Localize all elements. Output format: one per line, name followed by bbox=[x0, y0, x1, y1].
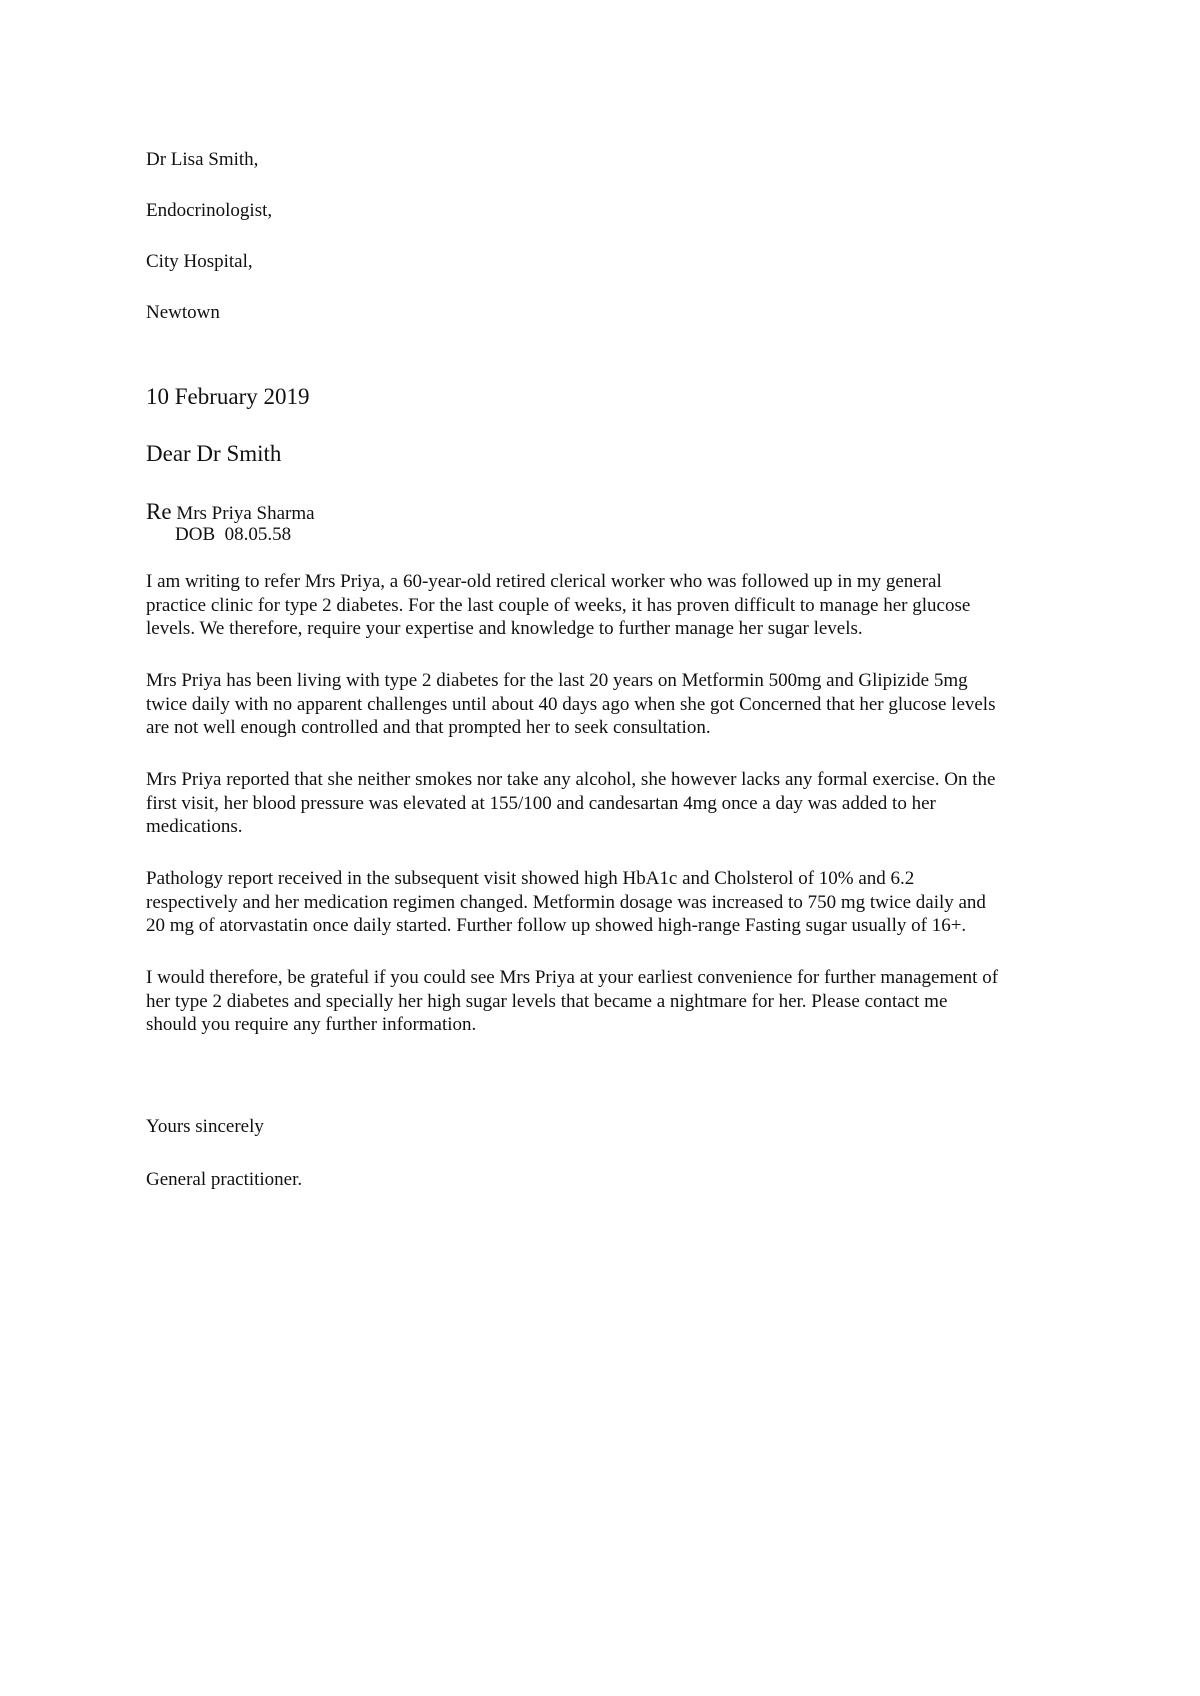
recipient-title: Endocrinologist, bbox=[146, 200, 273, 221]
patient-dob: DOB 08.05.58 bbox=[175, 524, 292, 545]
re-prefix: Re bbox=[146, 499, 172, 524]
paragraph-line: first visit, her blood pressure was elevated at 155/100 and candesartan 4mg once a day was added to her bbox=[146, 792, 936, 814]
closing: Yours sincerely bbox=[146, 1116, 264, 1137]
paragraph-line: are not well enough controlled and that prompted her to seek consultation. bbox=[146, 717, 711, 738]
recipient-town: Newtown bbox=[146, 302, 220, 323]
paragraph-line: medications. bbox=[146, 816, 243, 837]
paragraph-pathology bbox=[146, 867, 1076, 938]
paragraph-line: her type 2 diabetes and specially her high sugar levels that became a nightmare for her. Please contact me bbox=[146, 990, 948, 1012]
paragraph-line: I would therefore, be grateful if you could see Mrs Priya at your earliest convenience for further management of bbox=[146, 967, 999, 988]
paragraph-line: twice daily with no apparent challenges until about 40 days ago when she got Concerned that her glucose levels bbox=[146, 693, 996, 715]
re-line bbox=[146, 498, 315, 525]
patient-name: Mrs Priya Sharma bbox=[176, 503, 315, 524]
salutation: Dear Dr Smith bbox=[146, 441, 282, 466]
paragraph-lifestyle bbox=[146, 768, 1076, 839]
paragraph-referral bbox=[146, 570, 1076, 641]
paragraph-history bbox=[146, 669, 1076, 740]
paragraph-line: I am writing to refer Mrs Priya, a 60-year-old retired clerical worker who was followed up in my general bbox=[146, 571, 942, 592]
paragraph-line: 20 mg of atorvastatin once daily started. Further follow up showed high-range Fasting sugar usually of 16+. bbox=[146, 915, 967, 936]
paragraph-line: practice clinic for type 2 diabetes. For the last couple of weeks, it has proven difficult to manage her glucose bbox=[146, 594, 971, 616]
signature: General practitioner. bbox=[146, 1169, 303, 1190]
paragraph-line: Pathology report received in the subsequent visit showed high HbA1c and Cholsterol of 10% and 6.2 bbox=[146, 868, 915, 889]
paragraph-line: Mrs Priya has been living with type 2 diabetes for the last 20 years on Metformin 500mg and Glipizide 5mg bbox=[146, 670, 968, 691]
paragraph-line: Mrs Priya reported that she neither smokes nor take any alcohol, she however lacks any formal exercise. On the bbox=[146, 769, 996, 790]
recipient-name: Dr Lisa Smith, bbox=[146, 149, 259, 170]
paragraph-line: should you require any further information. bbox=[146, 1014, 477, 1035]
paragraph-request bbox=[146, 966, 1076, 1037]
paragraph-line: levels. We therefore, require your expertise and knowledge to further manage her sugar levels. bbox=[146, 618, 863, 639]
recipient-institution: City Hospital, bbox=[146, 251, 253, 272]
letter-date: 10 February 2019 bbox=[146, 384, 310, 409]
paragraph-line: respectively and her medication regimen changed. Metformin dosage was increased to 750 mg twice daily and bbox=[146, 891, 986, 913]
